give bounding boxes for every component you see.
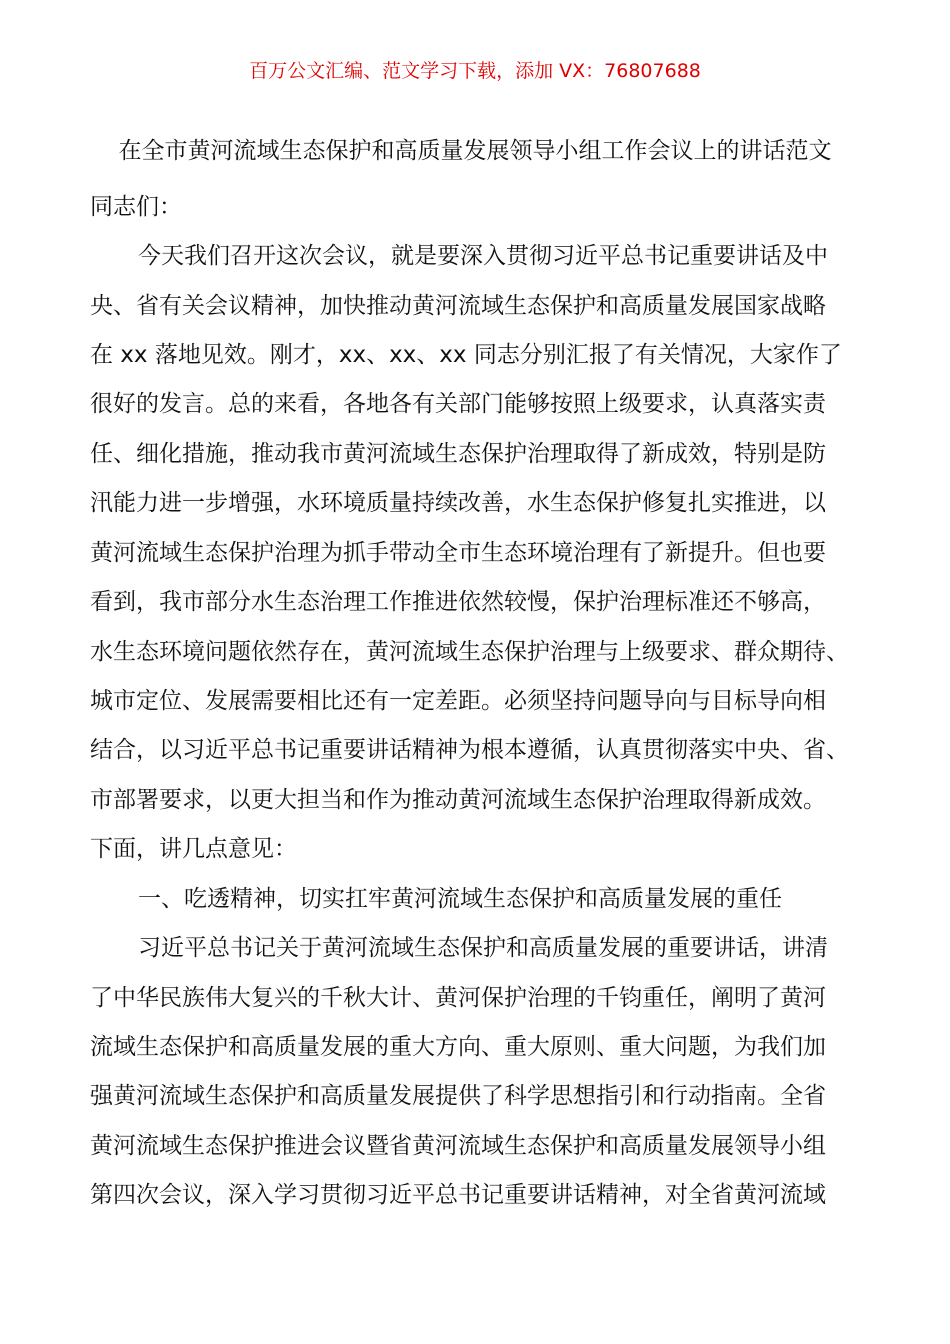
paragraph-line: 黄河流域生态保护治理为抓手带动全市生态环境治理有了新提升。但也要 [90,540,826,566]
paragraph-line: 市部署要求，以更大担当和作为推动黄河流域生态保护治理取得新成效。 [90,787,826,813]
paragraph-line: 城市定位、发展需要相比还有一定差距。必须坚持问题导向与目标导向相 [90,688,826,714]
document-title: 在全市黄河流域生态保护和高质量发展领导小组工作会议上的讲话范文 [118,138,832,164]
section-heading: 一、吃透精神，切实扛牢黄河流域生态保护和高质量发展的重任 [138,886,782,912]
paragraph-line: 在 xx 落地见效。刚才，xx、xx、xx 同志分别汇报了有关情况，大家作了 [90,342,842,368]
paragraph-line: 了中华民族伟大复兴的千秋大计、黄河保护治理的千钧重任，阐明了黄河 [90,985,826,1011]
paragraph-line: 流域生态保护和高质量发展的重大方向、重大原则、重大问题，为我们加 [90,1034,826,1060]
paragraph-line: 今天我们召开这次会议，就是要深入贯彻习近平总书记重要讲话及中 [138,243,828,269]
paragraph-line: 第四次会议，深入学习贯彻习近平总书记重要讲话精神，对全省黄河流域 [90,1182,826,1208]
paragraph-line: 黄河流域生态保护推进会议暨省黄河流域生态保护和高质量发展领导小组 [90,1133,826,1159]
paragraph-line: 很好的发言。总的来看，各地各有关部门能够按照上级要求，认真落实责 [90,391,826,417]
salutation: 同志们： [90,194,182,220]
paragraph-line: 看到，我市部分水生态治理工作推进依然较慢，保护治理标准还不够高， [90,589,826,615]
paragraph-line: 结合，以习近平总书记重要讲话精神为根本遵循，认真贯彻落实中央、省、 [90,737,849,763]
paragraph-line: 央、省有关会议精神，加快推动黄河流域生态保护和高质量发展国家战略 [90,293,826,319]
header-banner: 百万公文汇编、范文学习下载，添加 VX：76807688 [249,60,701,82]
paragraph-line: 习近平总书记关于黄河流域生态保护和高质量发展的重要讲话，讲清 [138,935,828,961]
paragraph-line: 水生态环境问题依然存在，黄河流域生态保护治理与上级要求、群众期待、 [90,639,849,665]
paragraph-line: 汛能力进一步增强，水环境质量持续改善，水生态保护修复扎实推进，以 [90,490,826,516]
paragraph-line: 任、细化措施，推动我市黄河流域生态保护治理取得了新成效，特别是防 [90,441,826,467]
paragraph-line: 强黄河流域生态保护和高质量发展提供了科学思想指引和行动指南。全省 [90,1083,826,1109]
paragraph-line: 下面，讲几点意见： [90,836,297,862]
